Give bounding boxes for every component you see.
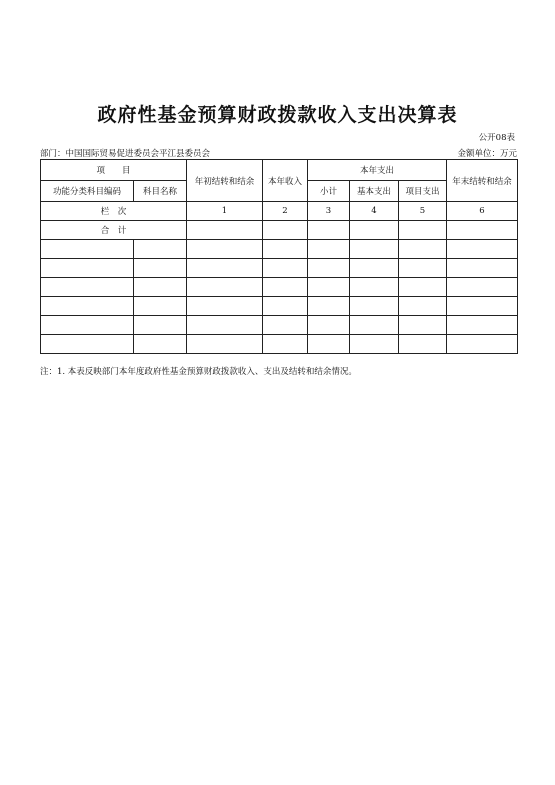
table-cell — [263, 335, 308, 354]
table-cell — [447, 297, 518, 316]
column-number: 6 — [447, 202, 518, 221]
total-label: 合 计 — [41, 221, 187, 240]
table-row — [41, 240, 518, 259]
budget-table — [40, 159, 518, 354]
column-label: 栏 次 — [41, 202, 187, 221]
column-number: 4 — [350, 202, 399, 221]
page-title: 政府性基金预算财政拨款收入支出决算表 — [97, 104, 458, 126]
table-cell — [41, 278, 134, 297]
table-cell — [308, 259, 350, 278]
header-row-1 — [41, 160, 518, 181]
table-cell — [308, 240, 350, 259]
table-row — [41, 316, 518, 335]
table-cell — [187, 335, 263, 354]
header-basic-expense: 基本支出 — [350, 181, 399, 202]
table-cell — [41, 259, 134, 278]
table-cell — [350, 259, 399, 278]
header-begin-balance: 年初结转和结余 — [187, 160, 263, 202]
table-cell — [41, 335, 134, 354]
table-cell — [447, 240, 518, 259]
table-cell — [350, 278, 399, 297]
column-number: 3 — [308, 202, 350, 221]
table-cell — [263, 278, 308, 297]
table-cell — [350, 335, 399, 354]
table-cell — [187, 240, 263, 259]
table-cell — [134, 259, 187, 278]
table-cell — [134, 240, 187, 259]
table-cell — [399, 240, 447, 259]
header-end-balance: 年末结转和结余 — [447, 160, 518, 202]
table-cell — [41, 240, 134, 259]
table-cell — [308, 297, 350, 316]
table-cell — [263, 297, 308, 316]
table-cell — [350, 221, 399, 240]
table-cell — [187, 259, 263, 278]
table-cell — [399, 221, 447, 240]
table-cell — [399, 316, 447, 335]
table-cell — [447, 278, 518, 297]
table-cell — [134, 316, 187, 335]
header-func-code: 功能分类科目编码 — [41, 181, 134, 202]
form-code: 公开08表 — [478, 133, 515, 143]
header-item: 项 目 — [41, 160, 187, 181]
table-cell — [134, 335, 187, 354]
table-cell — [308, 316, 350, 335]
table-row — [41, 259, 518, 278]
header-subject-name: 科目名称 — [134, 181, 187, 202]
total-row — [41, 221, 518, 240]
table-cell — [399, 278, 447, 297]
table-cell — [134, 278, 187, 297]
table-cell — [263, 316, 308, 335]
table-cell — [263, 221, 308, 240]
table-cell — [41, 297, 134, 316]
column-number: 5 — [399, 202, 447, 221]
table-cell — [447, 335, 518, 354]
table-cell — [350, 316, 399, 335]
footnote: 注：1. 本表反映部门本年度政府性基金预算财政拨款收入、支出及结转和结余情况。 — [40, 367, 357, 377]
table-row — [41, 297, 518, 316]
table-cell — [399, 297, 447, 316]
table-row — [41, 278, 518, 297]
table-cell — [447, 259, 518, 278]
column-number-row — [41, 202, 518, 221]
table-cell — [308, 335, 350, 354]
table-cell — [187, 297, 263, 316]
department-name: 部门：中国国际贸易促进委员会平江县委员会 — [40, 149, 211, 159]
table-cell — [187, 316, 263, 335]
header-expense-group: 本年支出 — [308, 160, 447, 181]
table-cell — [308, 278, 350, 297]
table-cell — [308, 221, 350, 240]
header-subtotal: 小计 — [308, 181, 350, 202]
table-cell — [263, 259, 308, 278]
header-project-expense: 项目支出 — [399, 181, 447, 202]
table-cell — [134, 297, 187, 316]
table-cell — [399, 259, 447, 278]
table-cell — [263, 240, 308, 259]
amount-unit: 金额单位：万元 — [457, 149, 517, 159]
table-cell — [447, 221, 518, 240]
column-number: 2 — [263, 202, 308, 221]
table-cell — [350, 297, 399, 316]
table-cell — [187, 278, 263, 297]
table-cell — [350, 240, 399, 259]
table-cell — [187, 221, 263, 240]
table-cell — [399, 335, 447, 354]
table-cell — [41, 316, 134, 335]
table-cell — [447, 316, 518, 335]
column-number: 1 — [187, 202, 263, 221]
table-row — [41, 335, 518, 354]
header-income: 本年收入 — [263, 160, 308, 202]
